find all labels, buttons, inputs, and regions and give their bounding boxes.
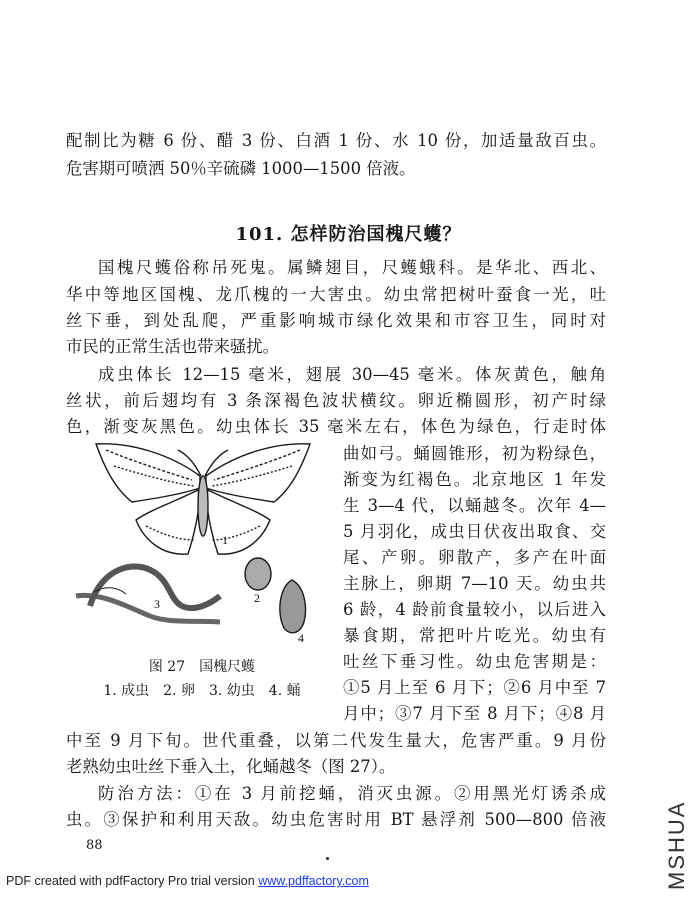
text-line: 月中；③7 月下至 8 月下；④8 月	[343, 704, 606, 723]
text-line: 中至 9 月下旬。世代重叠，以第二代发生量大，危害严重。9 月份	[66, 731, 606, 750]
text-line: 丝下垂，到处乱爬，严重影响城市绿化效果和市容卫生，同时对	[66, 311, 606, 330]
text-line: 成虫体长 12—15 毫米，翅展 30—45 毫米。体灰黄色，触角	[98, 365, 606, 384]
figure-label-1: 1	[222, 533, 228, 547]
moth-illustration	[70, 436, 336, 648]
page-number: 88	[86, 838, 103, 853]
text-line: 吐丝下垂习性。幼虫危害期是：	[343, 652, 606, 671]
egg	[245, 558, 271, 590]
figure-label-4: 4	[298, 631, 304, 645]
text-line: 市民的正常生活也带来骚扰。	[66, 337, 280, 356]
footer-text: PDF created with pdfFactory Pro trial version	[6, 874, 259, 888]
text-line: 色，渐变灰黑色。幼虫体长 35 毫米左右，体色为绿色，行走时体	[66, 417, 606, 436]
figure-label-2: 2	[254, 591, 260, 605]
text-line: 6 龄，4 龄前食量较小，以后进入	[343, 600, 606, 619]
text-line: 防治方法：①在 3 月前挖蛹，消灭虫源。②用黑光灯诱杀成	[98, 784, 606, 803]
text-line: ①5 月上至 6 月下；②6 月中至 7	[343, 678, 606, 697]
text-line: 曲如弓。蛹圆锥形，初为粉绿色，	[343, 444, 606, 463]
text-line: 华中等地区国槐、龙爪槐的一大害虫。幼虫常把树叶蚕食一光，吐	[66, 285, 606, 304]
pdf-footer	[6, 874, 369, 888]
text-line: 国槐尺蠖俗称吊死鬼。属鳞翅目，尺蠖蛾科。是华北、西北、	[98, 258, 606, 277]
text-line: 5 月羽化，成虫日伏夜出取食、交	[343, 522, 606, 541]
section-heading: 101. 怎样防治国槐尺蠖？	[235, 223, 462, 245]
text-line: 虫。③保护和利用天敌。幼虫危害时用 BT 悬浮剂 500—800 倍液	[66, 810, 606, 829]
figure-legend: 1. 成虫 2. 卵 3. 幼虫 4. 蛹	[103, 683, 301, 699]
figure-caption: 图 27 国槐尺蠖	[148, 659, 256, 675]
text-line: 主脉上，卵期 7—10 天。幼虫共	[343, 574, 606, 593]
moth-body	[198, 476, 208, 536]
text-line: 危害期可喷洒 50％辛硫磷 1000—1500 倍液。	[66, 159, 416, 178]
text-line: 老熟幼虫吐丝下垂入土，化蛹越冬（图 27）。	[66, 757, 396, 776]
text-line: 尾、产卵。卵散产，多产在叶面	[343, 548, 606, 567]
text-line: 渐变为红褐色。北京地区 1 年发	[343, 470, 606, 489]
text-line: 生 3—4 代，以蛹越冬。次年 4—	[343, 496, 606, 515]
speck	[326, 857, 329, 860]
figure-label-3: 3	[154, 597, 160, 611]
text-line: 丝状，前后翅均有 3 条深褐色波状横纹。卵近椭圆形，初产时绿	[66, 391, 606, 410]
footer-link[interactable]: www.pdffactory.com	[258, 874, 369, 888]
pupa	[280, 580, 306, 633]
watermark: MSHUA	[664, 800, 689, 890]
text-line: 配制比为糖 6 份、醋 3 份、白酒 1 份、水 10 份，加适量敌百虫。	[66, 131, 606, 150]
text-line: 暴食期，常把叶片吃光。幼虫有	[343, 626, 606, 645]
